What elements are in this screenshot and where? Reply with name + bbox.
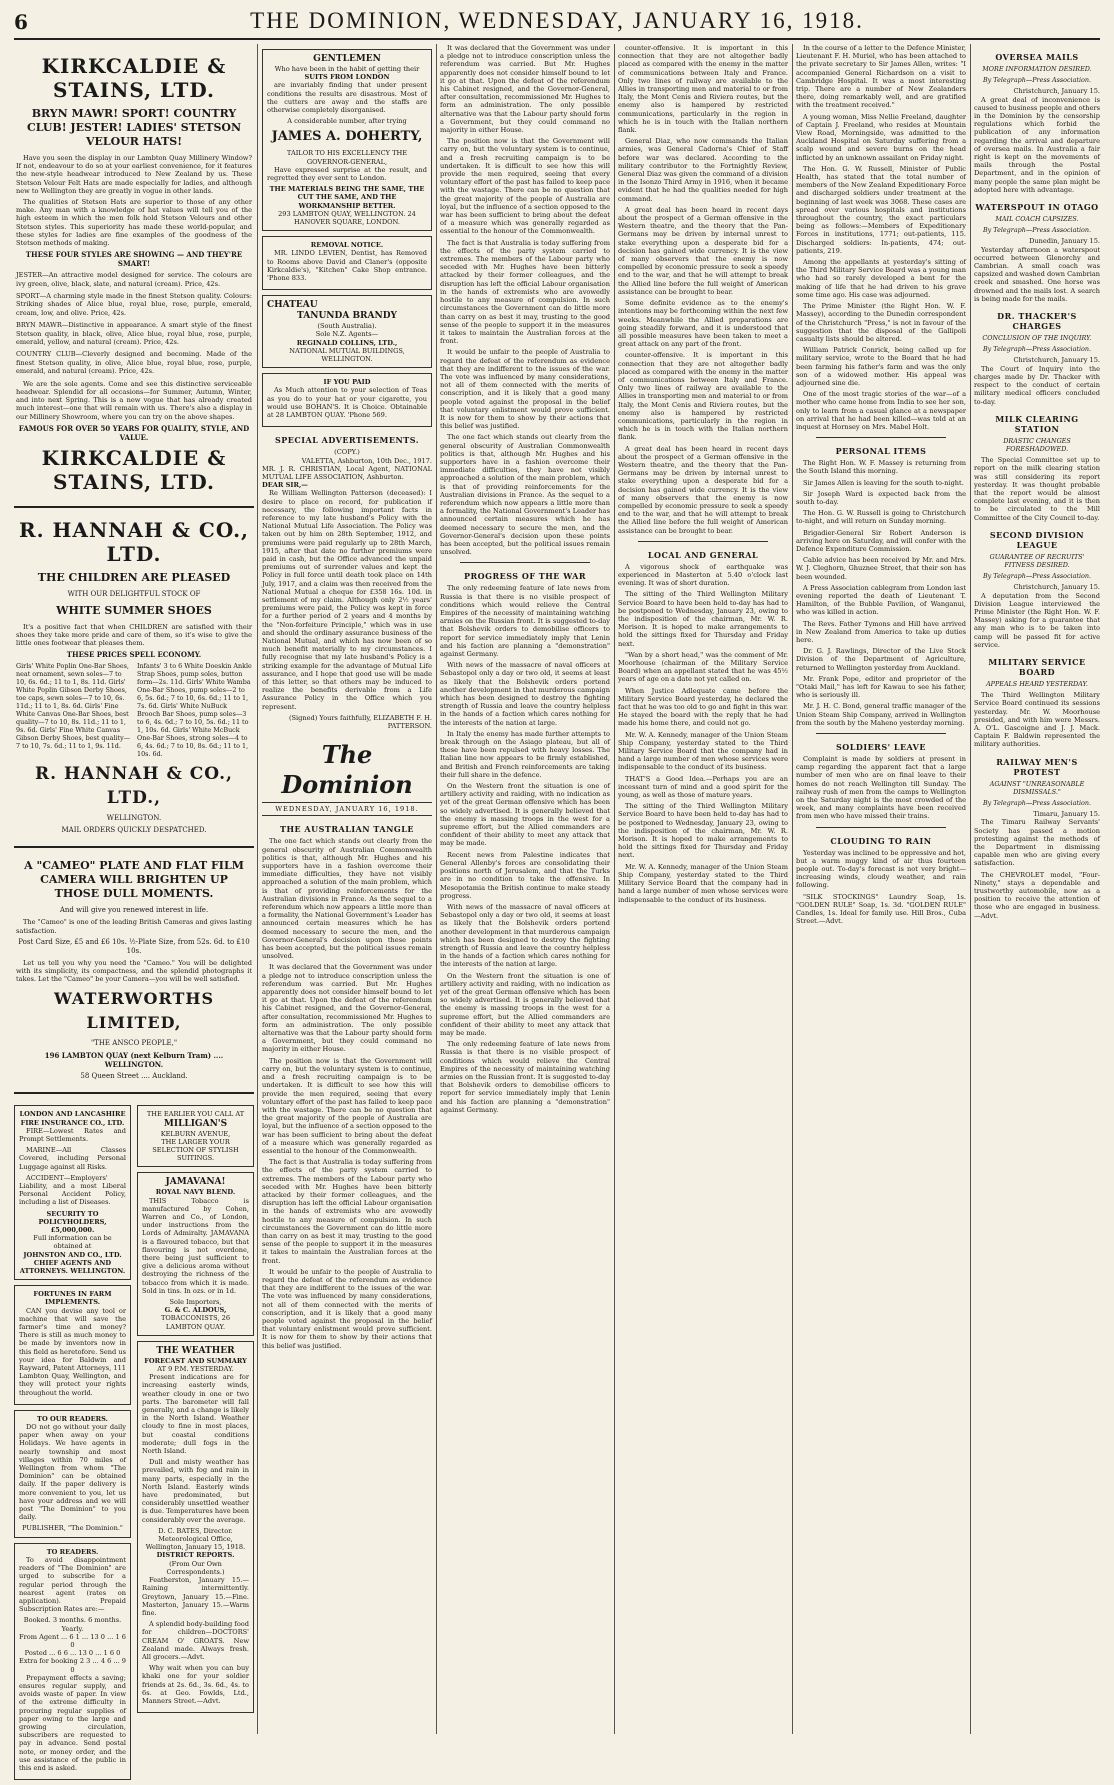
article-paragraph: On the Western front the situation is one of artillery activity and raiding, with no indication as yet of the great German offensive which has been so widely advertised. It is generally believed that the enemy is massing troops in the west for a supreme effort, but the Allied commanders are confident of their ability to meet any attack that may be made.: [440, 971, 610, 1037]
bohan-advert: [262, 373, 432, 427]
article-paragraph: counter-offensive. It is important in this connection that they are not altogether badly placed as compared with the enemy in the matter of communications between Italy and France. Only two lines of railway are available to the Allies in transporting men and material to or from Italy, the Mont Cenis and Riviera routes, but the enemy also is hampered by restricted communications, particularly in the region in which he is in touch with the Italian northern flank.: [618, 351, 788, 442]
personal-item: The Right Hon. W. F. Massey is returning from the South Island this morning.: [796, 459, 966, 476]
table-row: Extra for booking 2 3 ... 4 6 ... 9 0: [19, 1657, 126, 1674]
column-rule: [257, 44, 258, 1734]
article-byline: By Telegraph—Press Association.: [982, 76, 1092, 85]
article-paragraph: Recent news from Palestine indicates that General Allenby's forces are consolidating their positions north of Jerusalem, and that the Turks are in no condition to take the offensive. In Mesopotamia the British continue to make steady progress.: [440, 850, 610, 900]
advert-subhead: THESE FOUR STYLES ARE SHOWING — AND THEY'RE SMART!: [25, 250, 243, 269]
personal-item: Dr. G. J. Rawlings, Director of the Live Stock Division of the Department of Agriculture, returned to Wellington yesterday from Auckland.: [796, 647, 966, 672]
advert-text: FIRE—Lowest Rates and Prompt Settlements.: [19, 1126, 126, 1143]
advertiser-address: 58 Queen Street .... Auckland.: [80, 1072, 188, 1081]
doherty-advert: [262, 49, 432, 231]
small-adverts-right: [137, 1100, 254, 1785]
article-paragraph: It was declared that the Government was under a pledge not to introduce conscription unless the referendum was carried. But Mr. Hughes apparently does not consider himself bound to let it go at that. Upon the defeat of the referendum his Cabinet resigned, and the Governor-General, after consultation, recommissioned Mr. Hughes to form an administration. The only possible alternative was that the Labour party should form a Government, but they could command no majority in either House.: [440, 44, 610, 135]
article-paragraph: The position now is that the Government will carry on, but the voluntary system is to continue, and a fresh recruiting campaign is to be undertaken. It is difficult to see how this will provide the men required, seeing that every voluntary effort of the past has failed to keep pace with the wastage. There can be no question that the great majority of the people of Australia are loyal, but the influence of a section opposed to the war has been sufficient to bring about the defeat of a measure which was generally regarded as essential to the honour of the Commonwealth.: [262, 1056, 432, 1155]
divider: [816, 733, 946, 734]
divider: [638, 541, 768, 542]
weather-text: Present indications are for increasing easterly winds, weather cloudy in one or two parts. The barometer will fall generally, and a change is likely in the North Island. Weather cloudy to fine in most places, but coastal conditions moderate; dull fogs in the North Island.: [142, 1373, 250, 1456]
column-rule: [436, 44, 437, 1734]
personal-item: The Revs. Father Tymons and Hill have arrived in New Zealand from America to take up duties here.: [796, 619, 966, 644]
advert-subhead: And will give you renewed interest in life.: [59, 906, 209, 915]
district-text: Featherston, January 15.—Raining intermittently. Greytown, January 15.—Fine. Masterton, January 15.—Warm fine.: [142, 1576, 249, 1617]
advert-text: As Much attention to your selection of Teas as you do to your hat or your cigarette, you would use BOHAN'S. It is Choice. Obtainable at 28 LAMBTON QUAY. 'Phone 569.: [267, 386, 427, 420]
advert-headline: WHITE SUMMER SHOES: [56, 603, 212, 617]
letter-body: Re William Wellington Patterson (deceased): I desire to place on record, for publication if necessary, the following important facts in reference to my late husband's Policy with the National Mutual Life Association. The Policy was taken out by him on 28th September, 1912, and premiums were paid regularly up to 28th March, 1915, after that date no further premiums were paid in cash, but the Office advanced the unpaid premiums out of surrender values and kept the Policy in full force until death took place on 14th July, 1917, and a claim was then received from the National Mutual a cheque for £358 16s. 10d. in settlement of my claim. Although only 2½ years' premiums were paid, the Policy was kept in force for a further period of 2 years and 4 months by the "Non-forfeiture Principle," which was in use and should the ordinary assurance business of the National Mutual, and which has now been of so much benefit materially to my circumstances. I fully recognise that my late husband's Policy is a striking example for the advantage of Mutual Life assurance, and I hope that good use will be made of this letter, so that others may be induced to realize the benefits derivable from a Life Assurance Policy in the Office which you represent.: [262, 489, 432, 711]
article-paragraph: A great deal has been heard in recent days about the prospect of a German offensive in the Western theatre, and the theory that the Pan-Germans may be driven by internal unrest to stake everything upon a desperate bid for a decision has gained wide currency. It is the view of many observers that the enemy is now compelled by economic pressure to seek a speedy end to the war, and that he will attempt to break the Allied line before the full weight of American assistance can be brought to bear.: [618, 444, 788, 535]
advert-text: The CHEVROLET model, "Four-Ninety," stays a dependable and trustworthy automobile, now as a position to receive the attention of those who are engaged in business.—Advt.: [974, 870, 1100, 920]
article-dateline: Christchurch, January 15.: [1013, 87, 1100, 96]
price-list-left: Girls' White Poplin One-Bar Shoes, neat ornament, sewn soles—7 to 10, 6s. 6d.; 11 to 1, 8s. 11d. Girls' White Poplin Gibson Derby Shoes, toe caps, sewn soles—7 to 10, 6s. 11d.; 11 to 1, 8s. 6d. Girls' Fine White Canvas One-Bar Shoes, best quality—7 to 10, 8s. 11d.; 11 to 1, 9s. 6d. Girls' Fine White Canvas Gibson Derby Shoes, best quality—7 to 10, 7s. 6d.; 11 to 1, 9s. 11d.: [16, 662, 131, 751]
advert-headline: FORTUNES IN FARM IMPLEMENTS.: [33, 1290, 112, 1307]
personal-item: Mr. Frank Pope, editor and proprietor of the "Otaki Mail," has left for Kawau to see his father, who is seriously ill.: [796, 674, 966, 700]
newspaper-nameplate: The Dominion: [281, 740, 413, 800]
advert-subhead: ROYAL NAVY BLEND.: [155, 1188, 236, 1197]
advert-text: Who have been in the habit of getting their: [274, 65, 420, 73]
advert-text: The qualities of Stetson Hats are superior to those of any other make. Any man with a knowledge of hat values will tell you of the high esteem in which the men folk hold Stetson Velours and other Stetson styles. This superiority has made these world-popular, and these styles for ladies are fine examples of the goodness of the Stetson methods of making.: [16, 198, 252, 248]
masthead: [14, 4, 1100, 40]
advert-tagline: FAMOUS FOR OVER 50 YEARS FOR QUALITY, STYLE, AND VALUE.: [18, 423, 250, 442]
table-row: From Agent ... 6 1 ... 13 0 ... 1 6 0: [19, 1632, 126, 1649]
list-item: BRYN MAWR—Distinctive in appearance. A smart style of the finest Stetson quality, in black, olive, Alice blue, royal blue, rose, purple, emerald, yellow, and natural (cream). Price, 42s.: [16, 321, 252, 347]
letter-recipient: MR. J. R. CHRISTIAN, Local Agent, NATIONAL MUTUAL LIFE ASSOCIATION, Ashburton.: [262, 464, 432, 481]
list-item: SPORT—A charming style made in the finest Stetson quality. Colours: Striking shades of Alice blue, royal blue, rose, purple, emerald, cream, low, and olive. Price, 42s.: [16, 292, 252, 317]
article-paragraph: The fact is that Australia is today suffering from the effects of the party system carried to extremes. The members of the Labour party who seceded with Mr. Hughes have been bitterly attacked by their former colleagues, and the disruption has left the official Labour organisation in the hands of extremists who are avowedly hostile to any measure of compulsion. In such circumstances the Government can do little more than carry on as best it may, trusting to the good sense of the people to support it in the measures it takes to maintain the Australian forces at the front.: [440, 238, 610, 346]
article-heading: DR. THACKER'S CHARGES: [997, 311, 1077, 332]
article-paragraph: William Patrick Conrick, being called up for military service, wrote to the Board that he had been farming his father's farm and was the only son of a widowed mother. His appeal was adjourned sine die.: [796, 346, 966, 387]
weather-signature: D. C. BATES, Director.: [158, 1526, 233, 1535]
weather-text: Dull and misty weather has prevailed, with fog and rain in many parts, especially in the North Island. Easterly winds have predominated, but considerably unsettled weather is due. Temperatures have been considerably over the average.: [142, 1458, 249, 1524]
small-adverts-left: [14, 1100, 131, 1785]
advert-text: ACCIDENT—Employers' Liability, and a most Liberal Personal Accident Policy, including a list of Diseases.: [19, 1173, 126, 1207]
price-list-right: Infants' 3 to 6 White Doeskin Ankle Strap Shoes, pump soles, button form—2s. 11d. Girls' White Wamba One-Bar Shoes, pump soles—2 to 6, 5s. 6d.; 7 to 10, 6s. 6d.; 11 to 1, 7s. 6d. Girls' White NuBuck Brooch Bar Shoes, pump soles—3 to 6, 4s. 6d.; 7 to 10, 5s. 6d.; 11 to 1, 10s. 6d. Girls' White McBuck One-Bar Shoes, strong soles—4 to 6, 4s. 6d.; 7 to 10, 8s. 6d.; 11 to 1, 10s. 6d.: [137, 662, 252, 759]
article-paragraph: A great deal has been heard in recent days about the prospect of a German offensive in the Western theatre, and the theory that the Pan-Germans may be driven by internal unrest to stake everything upon a desperate bid for a decision has gained wide currency. It is the view of many observers that the enemy is now compelled by economic pressure to seek a speedy end to the war, and that he will attempt to break the Allied line before the full weight of American assistance can be brought to bear.: [618, 205, 788, 296]
advertiser-address: 293 LAMBTON QUAY, WELLINGTON. 24 HANOVER SQUARE, LONDON.: [278, 209, 416, 227]
article-paragraph: On the Western front the situation is one of artillery activity and raiding, with no indication as yet of the great German offensive which has been so widely advertised. It is generally believed that the enemy is massing troops in the west for a supreme effort, but the Allied commanders are confident of their ability to meet any attack that may be made.: [440, 782, 610, 848]
advert-headline: JAMAVANA!: [165, 1177, 226, 1188]
article-paragraph: The sitting of the Third Wellington Military Service Board to have been held to-day has had to be postponed to Wednesday, January 23, owing to the indisposition of the chairman, Mr. W. R. Morison. It is hoped to make arrangements to hold the sittings fixed for Thursday and Friday next.: [618, 802, 788, 860]
advert-subhead: SUITS FROM LONDON: [304, 73, 390, 82]
article-paragraph: The one fact which stands out clearly from the general obscurity of Australian Commonwealth politics is that, although Mr. Hughes and his supporters have in a fashion overcome their immediate difficulties, they have not visibly approached a solution of the main problem, which is that of providing reinforcements for the Australian divisions in France. As the sequel to a referendum which now appears a little more than a formality, the National Government's Leader has announced certain measures which he has deemed necessary to secure the men, and the Governor-General's decision upon these points has been accepted, but the political issues remain unsolved.: [262, 837, 432, 961]
article-heading: WATERSPOUT IN OTAGO: [975, 202, 1099, 213]
article-paragraph: Mr. W. A. Kennedy, manager of the Union Steam Ship Company, yesterday stated to the Third Military Service Board that the company had in hand a large number of men whose services were indispensable to the conduct of its business.: [618, 862, 788, 904]
notice-heading: REMOVAL NOTICE.: [310, 241, 384, 250]
article-paragraph: The Court of Inquiry into the charges made by Dr. Thacker with respect to the conduct of certain military medical officers concluded to-day.: [974, 364, 1100, 406]
advert-text: "SILK STOCKINGS" Laundry Soap, 1s. "GOLDEN RULE" Soap, 1s. 3d. "GOLDEN RULE" Candles, 1s. Ideal for family use. Hill Bros., Cuba Street.—Advt.: [796, 892, 966, 926]
article-heading: THE AUSTRALIAN TANGLE: [280, 824, 414, 835]
personal-item: The Hon. G. W. Russell is going to Christchurch to-night, and will return on Sunday morning.: [796, 509, 966, 526]
letter-salutation: DEAR SIR,—: [262, 481, 308, 490]
advert-text: Have you seen the display in our Lambton Quay Millinery Window? If not, endeavour to do so at your earliest convenience, for it features the new-style headwear introduced to New Zealand by us. These Stetson Velour Felt Hats are made especially for ladies, and although new to Wellington they are greatly in vogue in other lands.: [16, 154, 252, 195]
article-subhead: APPEALS HEARD YESTERDAY.: [986, 679, 1088, 688]
article-paragraph: One of the most tragic stories of the war—of a mother who came home from India to see her son, only to learn from a casual glance at a newspaper on arrival that he had been killed—was told at an inquest at Hornsey on Mrs. Mabel Holt.: [796, 390, 966, 431]
advert-text: THIS Tobacco is manufactured by Cohen, Warren and Co., of London, under instructions from the Lords of Admiralty. JAMAVANA is a flavoured tobacco, but that flavouring is not overdone, there being just sufficient to give a delicious aroma without destroying the richness of the tobacco from which it is made. Sold in tins. In ozs. or in 1d.: [142, 1196, 249, 1295]
advert-text: A splendid body-building food for children—DOCTORS' CREAM O' GROATS. New Zealand made. Always fresh. All grocers.—Advt.: [142, 1620, 249, 1661]
farm-implements-advert: [14, 1285, 131, 1405]
column-3: [440, 44, 610, 1736]
article-paragraph: The Third Wellington Military Service Board continued its sessions yesterday. Mr. W. Moorhouse presided, and with him were Messrs. A. O'L. Gascoigne and J. J. Mack. Captain F. Baldwin represented the military authorities.: [974, 691, 1100, 749]
article-paragraph: It would be unfair to the people of Australia to regard the defeat of the referendum as evidence that they are indifferent to the issues of the war. The vote was influenced by many considerations, not all of them connected with the merits of conscription, and it is likely that a good many people voted against the proposal in the belief that voluntary enlistment would prove sufficient. It is now for them to show by their actions that this belief was justified.: [262, 1267, 432, 1350]
article-paragraph: The only redeeming feature of late news from Russia is that there is no visible prospect of conditions which would relieve the Central Empires of the necessity of maintaining watching armies on the Russian front. It is suggested to-day that Bolshevik orders to demobilise officers to report for service immediately imply that Lenin and his faction are planning a "demonstration" against Germany.: [440, 584, 610, 659]
advert-subhead: SECURITY TO POLICYHOLDERS, £5,000,000.: [38, 1209, 107, 1234]
article-heading: MILITARY SERVICE BOARD: [988, 656, 1086, 677]
advert-text: Have expressed surprise at the result, and regretted they ever sent to London.: [267, 165, 427, 183]
advert-text: THE EARLIER YOU CALL AT: [146, 1110, 245, 1119]
notice-text: MR. LINDO LEVIEN, Dentist, has Removed to Rooms above David and Claner's (opposite Kirkcaldie's), "Kitchen" Cake Shop entrance. 'Phone 833.: [267, 249, 427, 283]
article-byline: By Telegraph—Press Association.: [982, 799, 1092, 807]
article-paragraph: It would be unfair to the people of Australia to regard the defeat of the referendum as evidence that they are indifferent to the issues of the war. The vote was influenced by many considerations, not all of them connected with the merits of conscription, and it is likely that a good many people voted against the proposal in the belief that voluntary enlistment would prove sufficient. It is now for them to show by their actions that this belief was justified.: [440, 348, 610, 431]
article-paragraph: A great deal of inconvenience is caused to business people and others in the Dominion by the censorship regulations which forbid the publication of any information regarding the arrival and departure of oversea mails. In Australia a fair right is kept on the movements of mails through the Postal Department, and in the opinion of many people the same plan might be adopted here with advantage.: [974, 95, 1100, 194]
article-paragraph: The one fact which stands out clearly from the general obscurity of Australian Commonwealth politics is that, although Mr. Hughes and his supporters have in a fashion overcome their immediate difficulties, they have not visibly approached a solution of the main problem, which is that of providing reinforcements for the Australian divisions in France. As the sequel to a referendum which now appears a little more than a formality, the National Government's Leader has announced certain measures which he has deemed necessary to secure the men, and the Governor-General's decision upon these points has been accepted, but the political issues remain unsolved.: [440, 433, 610, 557]
advertiser-name: REGINALD COLLINS, LTD.,: [296, 338, 398, 347]
divider: [816, 827, 946, 828]
letter-signature: (Signed) Yours faithfully, ELIZABETH F. H. PATTERSON.: [288, 713, 432, 730]
article-subhead: MAIL COACH CAPSIZES.: [995, 215, 1079, 224]
article-paragraph: Among the appellants at yesterday's sitting of the Third Military Service Board was a young man who had so rarely developed a bent for the making of life that he had driven to his grave some time ago. His case was adjourned.: [796, 258, 966, 299]
article-heading: LOCAL AND GENERAL: [647, 549, 759, 560]
article-subhead: AGAINST "UNREASONABLE DISMISSALS.": [989, 779, 1085, 796]
article-paragraph: Mr. W. A. Kennedy, manager of the Union Steam Ship Company, yesterday stated to the Third Military Service Board that the company had in hand a large number of men whose services were indispensable to the conduct of its business.: [618, 730, 788, 772]
article-paragraph: In the course of a letter to the Defence Minister, Lieutenant F. H. Muriel, who has been attached to the private secretary to Sir James Allen, writes: "I accompanied General Richardson on a visit to Cambridge Hospital. It was a most interesting trip. There are a number of New Zealanders there, doing remarkably well, and are gratified with the treatment received.": [796, 44, 966, 110]
advertiser-city: WELLINGTON.: [106, 814, 162, 823]
column-4: [618, 44, 788, 1736]
advertiser-address: TOBACCONISTS, 26 LAMBTON QUAY.: [160, 1314, 231, 1331]
article-heading: MILK CLEARING STATION: [995, 413, 1079, 434]
divider: [460, 562, 590, 563]
section-subhead: DISTRICT REPORTS.: [156, 1551, 235, 1560]
advertiser-name: JAMES A. DOHERTY,: [271, 129, 423, 145]
advertiser-name: MILLIGAN'S: [163, 1118, 228, 1129]
article-paragraph: The Hon. G. W. Russell, Minister of Public Health, has stated that the total number of members of the New Zealand Expeditionary Force and discharged soldiers under treatment at the beginning of last week was 3068. These cases are spread over various hospitals and institutions throughout the country, the exact particulars being as follows:—Members of Expeditionary Forces in institutions, 1771; out-patients, 115. Discharged soldiers: In-patients, 474; out-patients, 219.: [796, 164, 966, 255]
advertiser-name: WATERWORTHS LIMITED,: [53, 989, 215, 1033]
personal-item: Cable advice has been received by Mr. and Mrs. W. J. Cleghorn, Ghuznee Street, that their son has been wounded.: [796, 556, 966, 581]
milligan-advert: [137, 1105, 254, 1167]
subscription-notice: [14, 1543, 131, 1780]
advertiser-name: LONDON AND LANCASHIRE FIRE INSURANCE CO., LTD.: [19, 1110, 126, 1127]
advert-subhead: WITH OUR DELIGHTFUL STOCK OF: [67, 589, 201, 598]
advert-tagline: MAIL ORDERS QUICKLY DESPATCHED.: [61, 826, 207, 835]
advert-text: are invariably finding that under present conditions the results are disastrous. Most of the cutters are away and the staffs are otherwise completely disorganised.: [267, 81, 427, 115]
page-number: 6: [14, 10, 28, 34]
article-paragraph: Some definite evidence as to the enemy's intentions may be forthcoming within the next few weeks. Meanwhile the Allied preparations are going steadily forward, and it is understood that all possible measures have been taken to meet a great attack on any part of the front.: [618, 299, 788, 349]
readers-notice: [14, 1410, 131, 1538]
article-paragraph: The sitting of the Third Wellington Military Service Board to have been held to-day has had to be postponed to Wednesday, January 23, owing to the indisposition of the chairman, Mr. W. R. Morison. It is hoped to make arrangements to hold the sittings fixed for Thursday and Friday next.: [618, 590, 788, 648]
personal-item: Sir James Allen is leaving for the south to-night.: [803, 478, 964, 487]
article-heading: SECOND DIVISION LEAGUE: [989, 529, 1085, 550]
list-item: JESTER—An attractive model designed for service. The colours are ivy green, olive, black, slate, and natural (cream). Price, 42s.: [16, 271, 252, 288]
advert-text: Let us tell you why you need the "Cameo." You will be delighted with its simplicity, its compactness, and the splendid photographs it takes. Let the "Cameo" be your Camera—you will be well satisfied.: [16, 958, 252, 984]
product-name: TANUNDA BRANDY: [297, 311, 397, 322]
article-paragraph: The Special Committee set up to report on the milk clearing station was still considering its report yesterday. It was thought probable that the report would be almost complete last evening, and it is then to be circulated to the Mill Committee of the City Council to-day.: [974, 456, 1100, 522]
weather-office: Meteorological Office, Wellington, January 15, 1918.: [145, 1535, 246, 1552]
article-paragraph: The only redeeming feature of late news from Russia is that there is no visible prospect of conditions which would relieve the Central Empires of the necessity of maintaining watching armies on the Russian front. It is suggested to-day that Bolshevik orders to demobilise officers to report for service immediately imply that Lenin and his faction are planning a "demonstration" against Germany.: [440, 1040, 610, 1114]
article-paragraph: Yesterday afternoon a waterspout occurred between Glenorchy and Cambrian. A small coach was capsized and washed down Cambrian creek and smashed. One horse was drowned and the mails lost. A search is being made for the mails.: [974, 245, 1101, 303]
small-adverts: [14, 1100, 254, 1785]
article-paragraph: "Wan by a short head," was the comment of Mr. Moorhouse (chairman of the Military Service Board) when an appellant stated that he was 45½ years of age on a date not yet called on.: [618, 650, 788, 684]
advert-headline: THE CHILDREN ARE PLEASED: [37, 570, 231, 584]
article-heading: RAILWAY MEN'S PROTEST: [996, 756, 1078, 777]
advertiser-name: KIRKCALDIE & STAINS, LTD.: [41, 54, 227, 102]
article-paragraph: A deputation from the Second Division League interviewed the Prime Minister (the Right Hon. W. F. Massey) asking for a guarantee that any man who is to be taken into camp will be passed fit for active service.: [974, 591, 1100, 649]
article-paragraph: A vigorous shock of earthquake was experienced in Masterton at 5.40 o'clock last evening. It was of short duration.: [618, 562, 788, 588]
column-6: [974, 44, 1100, 1736]
letter-copy-mark: (COPY.): [334, 448, 360, 457]
article-subhead: MORE INFORMATION DESIRED.: [982, 65, 1092, 73]
notice-text: To avoid disappointment readers of "The Dominion" are urged to subscribe for a regular period through the nearest agent (rates on application). Prepaid Subscription Rates are:—: [19, 1555, 126, 1614]
issue-date: WEDNESDAY, JANUARY 16, 1918.: [262, 802, 432, 816]
article-byline: By Telegraph—Press Association.: [982, 572, 1092, 581]
advertiser-name: KIRKCALDIE & STAINS, LTD.: [41, 445, 227, 494]
article-byline: By Telegraph—Press Association.: [982, 226, 1092, 235]
notice-heading: TO OUR READERS.: [37, 1414, 108, 1423]
article-dateline: Dunedin, January 15.: [1029, 237, 1100, 246]
advert-text: It's a positive fact that when CHILDREN are satisfied with their shoes they take more pride and care of them, so it's wise to give the little ones footwear that pleases them.: [16, 622, 252, 648]
insurance-advert: [14, 1105, 131, 1280]
divider: [816, 437, 946, 438]
letter-place: VALETTA, Ashburton, 10th Dec., 1917.: [301, 456, 432, 465]
column-2: [262, 44, 432, 1736]
advert-text: Sole N.Z. Agents—: [315, 330, 379, 339]
article-dateline: Christchurch, January 15.: [1013, 583, 1100, 592]
article-paragraph: Complaint is made by soldiers at present in camp regarding the apparent fact that a large number of men who are on final leave to their homes do not reach Wellington till Sunday. The railway rush of men from the camps to Wellington on the Saturday night is the most crowded of the week, and many complaints have been received from men who have missed their trains.: [796, 755, 966, 821]
article-paragraph: With news of the massacre of naval officers at Sebastopol only a day or two old, it seems at least as likely that the Bolshevik orders portend another development in that murderous campaign which has been designed to destroy the fighting strength of Russia and leave the country helpless in the hands of a faction which cares nothing for the interests of the nation at large.: [440, 902, 610, 969]
advertiser-tagline: "THE ANSCO PEOPLE,": [90, 1039, 178, 1048]
article-subhead: DRASTIC CHANGES FORESHADOWED.: [1003, 436, 1071, 453]
shoe-price-list: [16, 662, 252, 758]
section-heading: THE WEATHER: [156, 1345, 235, 1356]
notice-text: Prepayment effects a saving; ensures regular supply, and avoids waste of paper. In view of the extreme difficulty in procuring regular supplies of paper owing to the large and growing circulation, subscribers are requested to pay in advance. Send postal note, or money order, and the use assistance of the public in this end is asked.: [19, 1673, 126, 1772]
article-paragraph: The fact is that Australia is today suffering from the effects of the party system carried to extremes. The members of the Labour party who seceded with Mr. Hughes have been bitterly attacked by their former colleagues, and the disruption has left the official Labour organisation in the hands of extremists who are avowedly hostile to any measure of compulsion. In such circumstances the Government can do little more than carry on as best it may, trusting to the good sense of the people to support it in the measures it takes to maintain the Australian forces at the front.: [262, 1158, 432, 1265]
advertiser-role: TAILOR TO HIS EXCELLENCY THE GOVERNOR-GENERAL,: [286, 149, 408, 166]
section-subhead: AT 9 P.M. YESTERDAY.: [157, 1365, 234, 1374]
article-paragraph: General Diaz, who now commands the Italian armies, was General Cadorna's Chief of Staff before war was declared. According to the military contributor to the Fortnightly Review, General Diaz was given the command of a division in the Isonzo Third Army in 1916, when it became evident that he had the qualities needed for high command.: [618, 137, 788, 203]
rates-table-header: Booked. 3 months. 6 months. Yearly.: [23, 1616, 122, 1633]
notice-text: DO not go without your daily paper when away on your Holidays. We have agents in nearly township and most villages within 70 miles of Wellington from whom "The Dominion" can be obtained daily. If the paper delivery is more convenient to you, let us have your address and we will post "The Dominion" to you daily.: [19, 1423, 126, 1522]
advert-subhead: THESE PRICES SPELL ECONOMY.: [66, 650, 202, 660]
advert-headline: BRYN MAWR! SPORT! COUNTRY CLUB! JESTER! LADIES' STETSON VELOUR HATS!: [26, 107, 242, 148]
advertiser-name: G. & C. ALDOUS,: [164, 1306, 227, 1315]
list-item: COUNTRY CLUB—Cleverly designed and becoming. Made of the finest Stetson quality, in olive, Alice blue, royal blue, rose, purple, emerald, and natural (cream). Price, 42s.: [16, 350, 252, 376]
article-heading: OVERSEA MAILS: [995, 52, 1079, 62]
advertiser-agents: JOHNSTON AND CO., LTD. CHIEF AGENTS AND ATTORNEYS. WELLINGTON.: [19, 1250, 126, 1275]
weather-report: [137, 1341, 254, 1713]
advert-text: Why wait when you can buy khaki one for your soldier friends at 2s. 6d., 3s. 6d., 4s. to 6s. at Geo. Fowlds, Ltd., Manners Street.—Advt.: [142, 1664, 249, 1705]
advert-headline: CHATEAU: [267, 300, 318, 311]
removal-notice: [262, 236, 432, 290]
column-rule: [970, 44, 971, 1734]
notice-heading: TO READERS.: [46, 1547, 99, 1556]
section-heading: SPECIAL ADVERTISEMENTS.: [275, 435, 419, 446]
advertisement-column: [14, 44, 254, 1772]
personal-item: Brigadier-General Sir Robert Anderson is arriving here on Saturday, and will confer with the Defence Expenditure Commission.: [796, 528, 966, 553]
article-heading: PERSONAL ITEMS: [835, 446, 927, 457]
notice-signature: PUBLISHER, "The Dominion.": [22, 1524, 123, 1533]
advertiser-address: 196 LAMBTON QUAY (next Kelburn Tram) .... WELLINGTON.: [44, 1051, 224, 1070]
cameo-advert: [14, 848, 254, 1094]
hat-styles-list: [16, 271, 252, 375]
advert-text: The "Cameo" is one of the leading British Cameras and gives lasting satisfaction.: [16, 918, 252, 935]
personal-item: A Press Association cablegram from London last evening reported the death of Lieutenant T. Hamilton, of the Bubble Pavilion, of Wanganui, who was killed in action.: [796, 583, 966, 617]
advertiser-address: NATIONAL MUTUAL BUILDINGS, WELLINGTON.: [289, 346, 405, 364]
article-dateline: Timaru, January 15.: [1033, 810, 1100, 819]
advert-headline: A "CAMEO" PLATE AND FLAT FILM CAMERA WILL BRIGHTEN UP THOSE DULL MOMENTS.: [24, 859, 244, 901]
article-paragraph: A young woman, Miss Nellie Freeland, daughter of Captain J. Freeland, who resides at Mountain View Road, Morningside, was admitted to the Auckland Hospital on Saturday suffering from a scalp wound and severe burns on the head inflicted by an unknown assailant on Friday night.: [796, 112, 966, 162]
hannah-advert: [14, 508, 254, 849]
article-paragraph: When Justice Adlequate came before the Military Service Board yesterday, he declared the fact that he was too old to go and fight in this war. He stayed the board with the reply that he had made his home there, and could not go.: [618, 686, 788, 728]
chateau-advert: [262, 295, 432, 368]
testimonial-letter: [262, 448, 432, 730]
advert-text: Full information can be obtained at: [33, 1234, 112, 1251]
advert-text: Sole Importers,: [169, 1298, 222, 1306]
article-heading: CLOUDING TO RAIN: [830, 835, 932, 846]
newspaper-title: THE DOMINION, WEDNESDAY, JANUARY 16, 1918.: [250, 8, 864, 33]
personal-item: Mr. J. H. C. Bond, general traffic manager of the Union Steam Ship Company, arrived in Wellington from the south by the Maheno yesterday morning.: [796, 702, 966, 727]
section-subhead: (From Our Own Correspondents.): [166, 1559, 225, 1576]
table-row: Posted ... 6 6 ... 13 0 ... 1 6 0: [24, 1649, 121, 1658]
article-paragraph: With news of the massacre of naval officers at Sebastopol only a day or two old, it seems at least as likely that the Bolshevik orders portend another development in that murderous campaign which has been designed to destroy the fighting strength of Russia and leave the country helpless in the hands of a faction which cares nothing for the interests of the nation at large.: [440, 661, 610, 727]
article-paragraph: In Italy the enemy has made further attempts to break through on the Asiago plateau, but all of these have been repulsed with heavy losses. The Italian line now appears to be firmly established, and British and French reinforcements are taking their full share in the defence.: [440, 729, 610, 779]
article-subhead: GUARANTEE OF RECRUITS' FITNESS DESIRED.: [989, 552, 1085, 569]
section-subhead: FORECAST AND SUMMARY: [144, 1356, 247, 1365]
advertiser-name: R. HANNAH & CO., LTD.: [18, 517, 249, 566]
personal-item: Sir Joseph Ward is expected back from the south to-day.: [796, 489, 966, 506]
advert-headline: GENTLEMEN: [313, 54, 381, 64]
article-paragraph: counter-offensive. It is important in this connection that they are not altogether badly placed as compared with the enemy in the matter of communications between Italy and France. Only two lines of railway are available to the Allies in transporting men and material to or from Italy, the Mont Cenis and Riviera routes, but the enemy also is hampered by restricted communications, particularly in the region in which he is in touch with the Italian northern flank.: [618, 44, 788, 135]
article-subhead: CONCLUSION OF THE INQUIRY.: [982, 334, 1092, 343]
jamavana-advert: [137, 1172, 254, 1335]
advert-text: A considerable number, after trying: [287, 117, 407, 126]
column-rule: [792, 44, 793, 1734]
column-rule: [614, 44, 615, 1734]
article-paragraph: THAT'S a Good Idea.—Perhaps you are an incessant turn of mind and a good spirit for the young, as well as those of mature years.: [618, 774, 788, 800]
article-byline: By Telegraph—Press Association.: [982, 345, 1092, 354]
column-5: [796, 44, 966, 1736]
article-heading: PROGRESS OF THE WAR: [463, 571, 587, 582]
advert-text: MARINE—All Classes Covered, including Personal Luggage against all Risks.: [19, 1146, 126, 1171]
article-paragraph: The Timaru Railway Servants' Society has passed a motion protesting against the methods of the Department in dismissing capable men who are giving every satisfaction.: [974, 818, 1100, 868]
camera-prices: Post Card Size, £5 and £6 10s. ½-Plate Size, from 52s. 6d. to £10 10s.: [18, 937, 250, 955]
advert-text: We are the sole agents. Come and see this distinctive serviceable headwear. Splendid for all occasions—for Summer, Autumn, Winter, and into next Spring. This is a new vogue that has already created much interest—one that will remain with us. There's also a display in our Millinery Showroom, where you can try on the above shapes.: [16, 379, 252, 421]
advert-subhead: THE MATERIALS BEING THE SAME, THE CUT THE SAME, AND THE WORKMANSHIP BETTER.: [269, 185, 425, 210]
article-paragraph: Yesterday was inclined to be oppressive and hot, but a warm muggy kind of air thus fourteen people out. To-day's forecast is not very bright—increasing winds, cloudy weather, and rain following.: [796, 848, 966, 890]
product-origin: (South Australia).: [317, 322, 377, 331]
advert-headline: IF YOU PAID: [323, 378, 371, 387]
advertiser-address: KELBURN AVENUE,: [160, 1129, 231, 1138]
advertiser-name: R. HANNAH & CO., LTD.,: [35, 764, 233, 809]
article-paragraph: The position now is that the Government will carry on, but the voluntary system is to continue, and a fresh recruiting campaign is to be undertaken. It is difficult to see how this will provide the men required, seeing that every voluntary effort of the past has failed to keep pace with the wastage. There can be no question that the great majority of the people of Australia are loyal, but the influence of a section opposed to the war has been sufficient to bring about the defeat of a measure which was generally regarded as essential to the honour of the Commonwealth.: [440, 137, 610, 236]
advert-text: CAN you devise any tool or machine that will save the farmer's time and money? There is still as much money to be made by inventors now in this field as heretofore. Send us your idea for Baldwin and Rayward, Patent Attorneys, 111 Lambton Quay, Wellington, and they will protect your rights throughout the world.: [19, 1306, 126, 1397]
article-paragraph: The Prime Minister (the Right Hon. W. F. Massey), according to the Dunedin correspondent of the Christchurch "Press," is not in favour of the suggestion that the disposal of the Gallipoli casualty lists should be altered.: [796, 302, 966, 343]
kirkcaldie-advert: [14, 44, 254, 508]
article-heading: SOLDIERS' LEAVE: [836, 742, 926, 753]
advert-text: THE LARGER YOUR SELECTION OF STYLISH SUITINGS.: [152, 1137, 239, 1163]
article-dateline: Christchurch, January 15.: [1013, 356, 1100, 365]
article-paragraph: It was declared that the Government was under a pledge not to introduce conscription unless the referendum was carried. But Mr. Hughes apparently does not consider himself bound to let it go at that. Upon the defeat of the referendum his Cabinet resigned, and the Governor-General, after consultation, recommissioned Mr. Hughes to form an administration. The only possible alternative was that the Labour party should form a Government, but they could command no majority in either House.: [262, 963, 432, 1054]
